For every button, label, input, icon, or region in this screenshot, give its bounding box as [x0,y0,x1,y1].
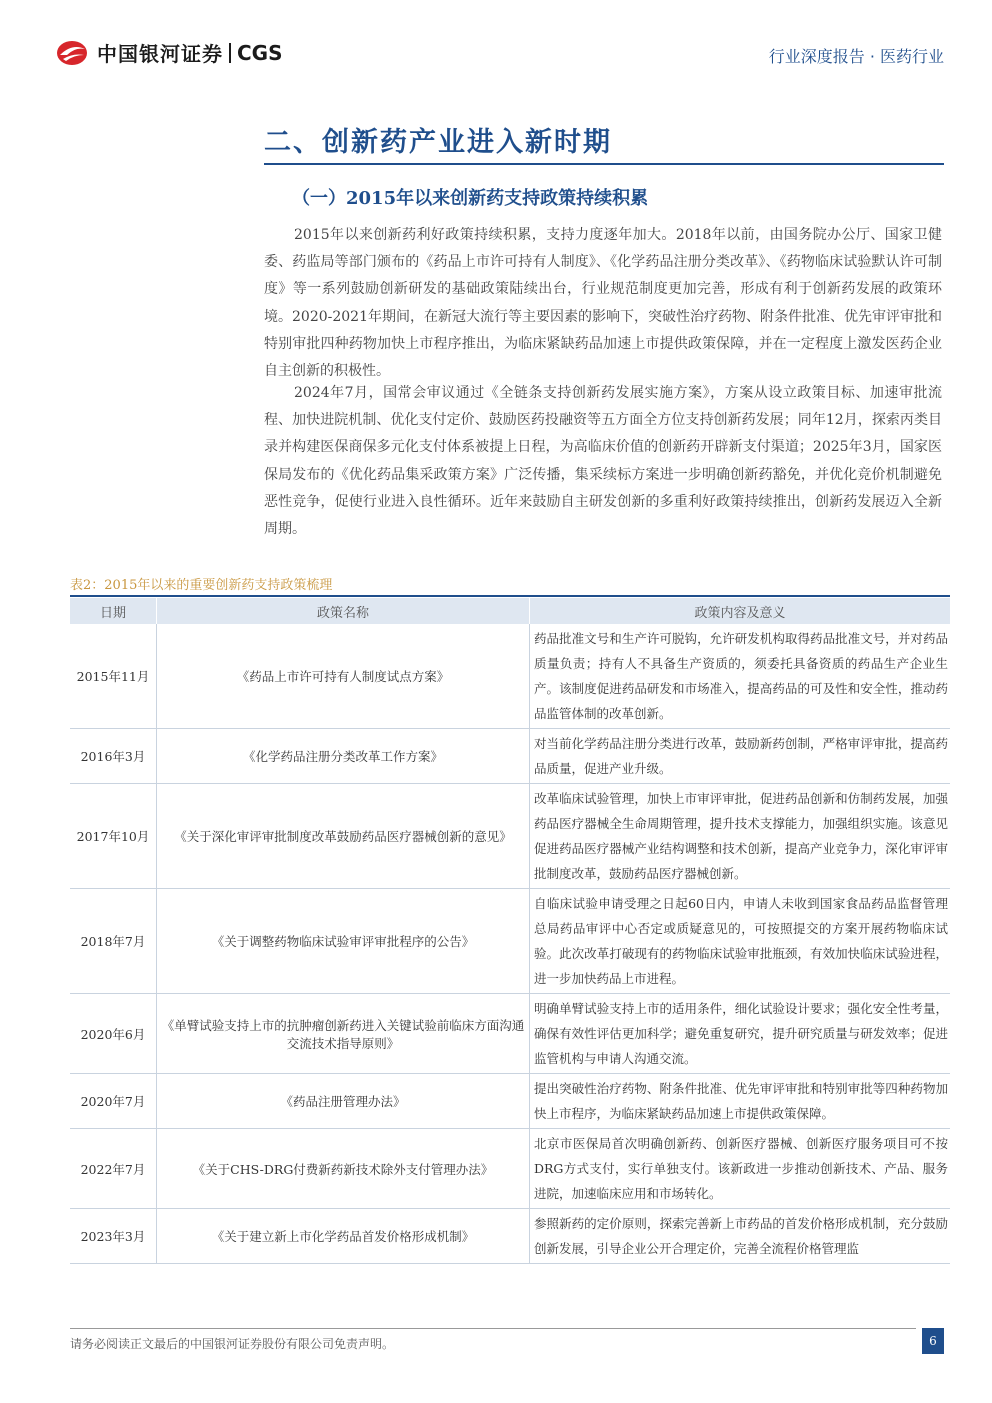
row-policy-name: 《药品注册管理办法》 [157,1074,530,1129]
table-row [70,624,950,729]
report-type: 行业深度报告 · 医药行业 [768,47,944,66]
row-policy-desc: 对当前化学药品注册分类进行改革，鼓励新药创制，严格审评审批，提高药品质量，促进产业升级。 [530,729,951,784]
brand-name-en: CGS [237,40,283,65]
row-policy-desc: 自临床试验申请受理之日起60日内，申请人未收到国家食品药品监督管理总局药品审评中心否定或质疑意见的，可按照提交的方案开展药物临床试验。此次改革打破现有的药物临床试验审批瓶颈，有效加快临床试验进程，进一步加快药品上市进程。 [530,889,951,994]
header-desc: 政策内容及意义 [530,598,951,624]
table-row [70,1129,950,1209]
section-subtitle: （一）2015年以来创新药支持政策持续积累 [292,188,649,209]
row-date: 2020年7月 [70,1074,157,1129]
brand-logo [55,38,283,67]
policy-table [70,598,950,1264]
brand-name: 中国银河证券 [97,42,223,66]
paragraph-2: 2024年7月，国常会审议通过《全链条支持创新药发展实施方案》，方案从设立政策目标、加速审批流程、加快进院机制、优化支付定价、鼓励医药投融资等五方面全方位支持创新药发展；同年12月，探索丙类目录并构建医保商保多元化支付体系被提上日程，为高临床价值的创新药开辟新支付渠道；2025年3月，国家医保局发布的《优化药品集采政策方案》广泛传播，集采续标方案进一步明确创新药豁免，并优化竞价机制避免恶性竞争，促使行业进入良性循环。近年来鼓励自主研发创新的多重利好政策持续推出，创新药发展迈入全新周期。 [264,385,942,538]
row-policy-desc: 提出突破性治疗药物、附条件批准、优先审评审批和特别审批等四种药物加快上市程序，为临床紧缺药品加速上市提供政策保障。 [530,1074,951,1129]
row-date: 2016年3月 [70,729,157,784]
brand-logo-icon [55,39,89,67]
table-row [70,1209,950,1264]
table-row [70,729,950,784]
row-policy-name: 《化学药品注册分类改革工作方案》 [157,729,530,784]
page-header [0,0,992,80]
row-policy-desc: 明确单臂试验支持上市的适用条件，细化试验设计要求；强化安全性考量，确保有效性评估更加科学；避免重复研究，提升研究质量与研发效率；促进监管机构与申请人沟通交流。 [530,994,951,1074]
row-policy-name: 《关于调整药物临床试验审评审批程序的公告》 [157,889,530,994]
paragraph-1: 2015年以来创新药利好政策持续积累，支持力度逐年加大。2018年以前，由国务院办公厅、国家卫健委、药监局等部门颁布的《药品上市许可持有人制度》、《化学药品注册分类改革》、《药物临床试验默认许可制度》等一系列鼓励创新研发的基础政策陆续出台，行业规范制度更加完善，形成有利于创新药发展的政策环境。2020-2021年期间，在新冠大流行等主要因素的影响下，突破性治疗药物、附条件批准、优先审评审批和特别审批四种药物加快上市程序推出，为临床紧缺药品加速上市提供政策保障，并在一定程度上激发医药企业自主创新的积极性。 [264,227,942,380]
row-date: 2015年11月 [70,624,157,729]
row-policy-desc: 药品批准文号和生产许可脱钩，允许研发机构取得药品批准文号，并对药品质量负责；持有人不具备生产资质的，须委托具备资质的药品生产企业生产。该制度促进药品研发和市场准入，提高药品的可及性和安全性，推动药品监管体制的改革创新。 [530,624,951,729]
row-date: 2022年7月 [70,1129,157,1209]
section-title-rule [264,163,944,165]
row-policy-name: 《关于建立新上市化学药品首发价格形成机制》 [157,1209,530,1264]
row-policy-desc: 北京市医保局首次明确创新药、创新医疗器械、创新医疗服务项目可不按DRG方式支付，实行单独支付。该新政进一步推动创新技术、产品、服务进院，加速临床应用和市场转化。 [530,1129,951,1209]
table-row [70,1074,950,1129]
row-policy-desc: 参照新药的定价原则，探索完善新上市药品的首发价格形成机制，充分鼓励创新发展，引导企业公开合理定价，完善全流程价格管理监 [530,1209,951,1264]
footer-rule [70,1328,916,1329]
header-name: 政策名称 [157,598,530,624]
row-policy-name: 《关于CHS-DRG付费新药新技术除外支付管理办法》 [157,1129,530,1209]
header-date: 日期 [70,598,157,624]
page-number: 6 [922,1328,944,1354]
table-header-row [70,598,950,624]
brand-divider [229,43,231,63]
section-title: 二、创新药产业进入新时期 [264,127,612,158]
footer-disclaimer: 请务必阅读正文最后的中国银河证券股份有限公司免责声明。 [70,1337,395,1351]
row-date: 2023年3月 [70,1209,157,1264]
row-policy-name: 《单臂试验支持上市的抗肿瘤创新药进入关键试验前临床方面沟通交流技术指导原则》 [157,994,530,1074]
table-caption: 表2：2015年以来的重要创新药支持政策梳理 [70,578,333,593]
row-policy-name: 《药品上市许可持有人制度试点方案》 [157,624,530,729]
table-top-rule [70,595,950,597]
row-policy-name: 《关于深化审评审批制度改革鼓励药品医疗器械创新的意见》 [157,784,530,889]
row-policy-desc: 改革临床试验管理，加快上市审评审批，促进药品创新和仿制药发展，加强药品医疗器械全生命周期管理，提升技术支撑能力，加强组织实施。该意见促进药品医疗器械产业结构调整和技术创新，提高产业竞争力，深化审评审批制度改革，鼓励药品医疗器械创新。 [530,784,951,889]
row-date: 2017年10月 [70,784,157,889]
table-row [70,889,950,994]
row-date: 2020年6月 [70,994,157,1074]
table-row [70,784,950,889]
table-row [70,994,950,1074]
row-date: 2018年7月 [70,889,157,994]
